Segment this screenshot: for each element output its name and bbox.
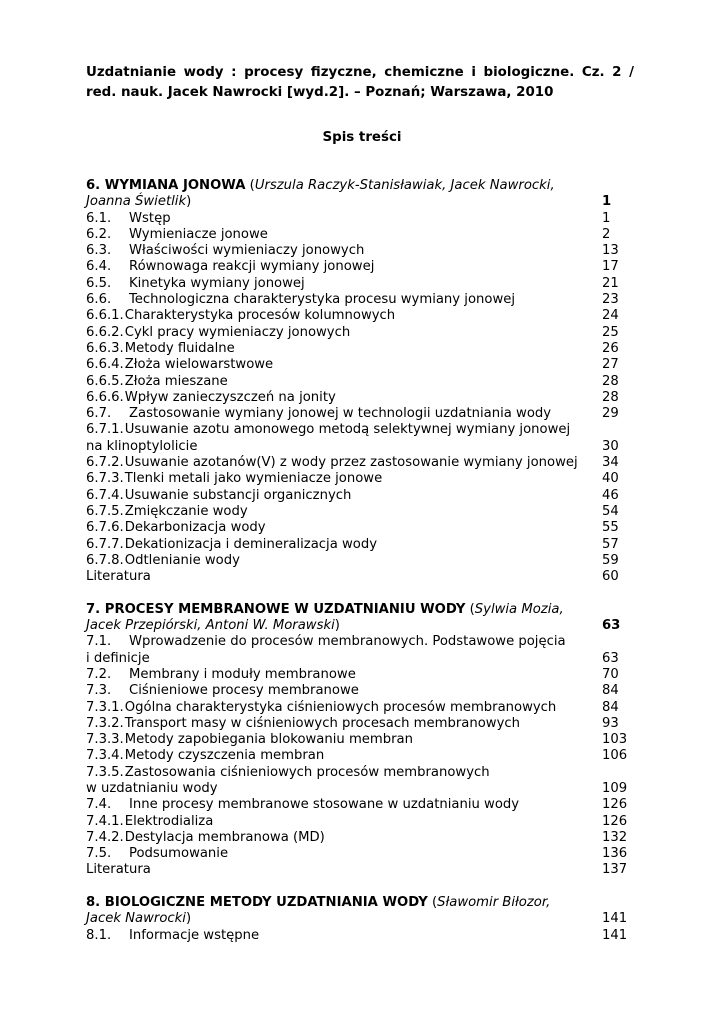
entry-label: Metody czyszczenia membran — [124, 748, 325, 764]
entry-label-continuation: na klinoptylolicie — [86, 438, 198, 454]
chapter-page: 63 — [602, 618, 621, 634]
toc-entry-continuation — [86, 439, 634, 455]
entry-number: 6.7.6. — [86, 520, 124, 536]
entry-number: 6.5. — [86, 275, 112, 291]
entry-label: Transport masy w ciśnieniowych procesach membranowych — [124, 715, 520, 731]
entry-page: 1 — [602, 210, 611, 226]
entry-number: 6.3. — [86, 243, 112, 259]
chapter-8-heading-cont: Jacek Nawrocki) 141 — [86, 911, 628, 927]
entry-number: 6.7.2. — [86, 455, 124, 471]
toc-entry — [86, 667, 634, 683]
entry-label-continuation: w uzdatnianiu wody — [86, 780, 218, 796]
entry-page: 26 — [602, 340, 619, 356]
entry-label: Usuwanie substancji organicznych — [124, 487, 352, 503]
toc-entry — [86, 748, 634, 764]
entry-label: Podsumowanie — [129, 846, 229, 862]
chapter-authors: Joanna Świetlik — [86, 194, 187, 210]
entry-page: 40 — [602, 471, 619, 487]
toc-entry — [86, 488, 634, 504]
chapter-8-heading: 8. BIOLOGICZNE METODY UZDATNIANIA WODY (Sławomir Biłozor, — [86, 895, 551, 911]
toc-entry — [86, 308, 634, 324]
entry-label: Dekationizacja i demineralizacja wody — [124, 536, 377, 552]
toc-entry — [86, 390, 634, 406]
entry-number: 7.3. — [86, 683, 112, 699]
toc-entry — [86, 504, 634, 520]
entry-page: 21 — [602, 275, 619, 291]
toc-entry — [86, 553, 634, 569]
toc-entry — [86, 765, 634, 781]
entry-label: Zastosowanie wymiany jonowej w technologii uzdatniania wody — [129, 406, 552, 422]
toc-entry — [86, 634, 634, 650]
toc-entry — [86, 422, 634, 438]
bib-line-2: red. nauk. Jacek Nawrocki [wyd.2]. – Poznań; Warszawa, 2010 — [86, 85, 554, 100]
entry-label: Zmiękczanie wody — [124, 503, 248, 519]
chapter-authors: Jacek Nawrocki — [86, 911, 186, 927]
entry-label: Informacje wstępne — [129, 927, 260, 943]
entry-label: Usuwanie azotanów(V) z wody przez zastosowanie wymiany jonowej — [124, 455, 578, 471]
toc-entry — [86, 716, 634, 732]
entry-label: Odtlenianie wody — [124, 552, 240, 568]
entry-label: Złoża mieszane — [124, 373, 228, 389]
toc-entry — [86, 830, 634, 846]
entry-number: 6.7.5. — [86, 503, 124, 519]
chapter-title: 7. PROCESY MEMBRANOWE W UZDATNIANIU WODY — [86, 601, 466, 617]
chapter-title: 6. WYMIANA JONOWA — [86, 178, 246, 193]
entry-label: Wprowadzenie do procesów membranowych. Podstawowe pojęcia — [129, 634, 566, 650]
toc-entry — [86, 455, 634, 471]
entry-label: Destylacja membranowa (MD) — [124, 829, 325, 845]
entry-label: Metody fluidalne — [124, 340, 235, 356]
entry-number: 6.6.1. — [86, 308, 124, 324]
bibliographic-header — [86, 63, 634, 103]
entry-label: Elektrodializa — [124, 813, 214, 829]
literature-page: 60 — [602, 569, 619, 585]
entry-page: 141 — [602, 927, 628, 943]
entry-label: Membrany i moduły membranowe — [129, 666, 356, 682]
toc-title: Spis treści — [322, 130, 402, 145]
toc-entry — [86, 276, 634, 292]
entry-page: 28 — [602, 389, 619, 405]
entry-number: 6.7.1. — [86, 422, 124, 438]
entry-number: 7.5. — [86, 846, 112, 862]
entry-page: 30 — [602, 438, 619, 454]
toc-entry — [86, 357, 634, 373]
entry-number: 6.1. — [86, 210, 112, 226]
entry-label: Kinetyka wymiany jonowej — [129, 275, 305, 291]
entry-number: 7.3.5. — [86, 764, 124, 780]
entry-number: 6.6.3. — [86, 340, 124, 356]
entry-label: Wstęp — [129, 210, 171, 226]
toc-entry — [86, 846, 634, 862]
entry-label: Zastosowania ciśnieniowych procesów membranowych — [124, 764, 490, 780]
entry-label: Wpływ zanieczyszczeń na jonity — [124, 389, 336, 405]
entry-number: 6.6.2. — [86, 324, 124, 340]
entry-label: Inne procesy membranowe stosowane w uzdatnianiu wody — [129, 797, 520, 813]
entry-page: 54 — [602, 503, 619, 519]
entry-page: 34 — [602, 455, 619, 471]
literature-page: 137 — [602, 862, 628, 878]
toc-entry — [86, 928, 634, 944]
entry-page: 27 — [602, 357, 619, 373]
entry-number: 6.7. — [86, 406, 112, 422]
toc-entry — [86, 700, 634, 716]
entry-label: Złoża wielowarstwowe — [124, 357, 274, 373]
entry-label: Właściwości wymieniaczy jonowych — [129, 243, 365, 259]
entry-number: 6.6.6. — [86, 389, 124, 405]
toc-entry — [86, 520, 634, 536]
entry-page: 84 — [602, 699, 619, 715]
toc-entry — [86, 374, 634, 390]
toc-entry — [86, 537, 634, 553]
entry-label: Równowaga reakcji wymiany jonowej — [129, 259, 375, 275]
chapter-authors: Urszula Raczyk-Stanisławiak, Jacek Nawrocki, — [254, 178, 555, 193]
entry-page: 17 — [602, 259, 619, 275]
entry-page: 132 — [602, 829, 628, 845]
chapter-authors: Sylwia Mozia, — [474, 601, 564, 617]
toc-entry — [86, 243, 634, 259]
entry-page: 106 — [602, 748, 628, 764]
entry-number: 7.3.1. — [86, 699, 124, 715]
entry-number: 6.7.7. — [86, 536, 124, 552]
entry-label: Dekarbonizacja wody — [124, 520, 266, 536]
toc-entry — [86, 406, 634, 422]
chapter-6-heading-cont: Joanna Świetlik) 1 — [86, 194, 612, 210]
entry-label: Metody zapobiegania blokowaniu membran — [124, 732, 414, 748]
toc-entry — [86, 797, 634, 813]
chapter-title: 8. BIOLOGICZNE METODY UZDATNIANIA WODY — [86, 895, 428, 911]
entry-number: 7.4. — [86, 797, 112, 813]
entry-number: 6.7.8. — [86, 552, 124, 568]
toc-entry — [86, 683, 634, 699]
entry-label: Ciśnieniowe procesy membranowe — [129, 683, 359, 699]
chapter-7-heading-cont: Jacek Przepiórski, Antoni W. Morawski) 63 — [86, 618, 621, 634]
entry-page: 103 — [602, 732, 628, 748]
entry-number: 6.2. — [86, 226, 112, 242]
entry-page: 46 — [602, 487, 619, 503]
entry-number: 8.1. — [86, 927, 112, 943]
entry-label: Ogólna charakterystyka ciśnieniowych procesów membranowych — [124, 699, 557, 715]
toc-entry — [86, 211, 634, 227]
entry-number: 7.4.1. — [86, 813, 124, 829]
entry-page: 70 — [602, 666, 619, 682]
bib-line-1: Uzdatnianie wody : procesy fizyczne, chemiczne i biologiczne. Cz. 2 / — [86, 65, 634, 80]
entry-number: 6.6.4. — [86, 357, 124, 373]
toc-entry-continuation — [86, 651, 634, 667]
entry-page: 23 — [602, 292, 619, 308]
literature-label: Literatura — [86, 569, 151, 585]
toc-entry — [86, 732, 634, 748]
toc-entry — [86, 341, 634, 357]
entry-label: Cykl pracy wymieniaczy jonowych — [124, 324, 351, 340]
toc-entry — [86, 292, 634, 308]
chapter-6-literature — [86, 569, 634, 585]
chapter-7-heading: 7. PROCESY MEMBRANOWE W UZDATNIANIU WODY (Sylwia Mozia, — [86, 601, 564, 617]
entry-page: 136 — [602, 846, 628, 862]
entry-number: 6.4. — [86, 259, 112, 275]
entry-page: 59 — [602, 552, 619, 568]
chapter-7-literature — [86, 862, 634, 878]
entry-page: 84 — [602, 683, 619, 699]
toc-entry — [86, 814, 634, 830]
entry-page: 55 — [602, 520, 619, 536]
entry-number: 6.6.5. — [86, 373, 124, 389]
toc-entry — [86, 227, 634, 243]
chapter-page: 141 — [602, 911, 628, 927]
entry-page: 2 — [602, 226, 611, 242]
entry-number: 7.1. — [86, 634, 112, 650]
table-of-contents — [86, 178, 634, 944]
chapter-8-items — [86, 928, 634, 944]
toc-entry — [86, 325, 634, 341]
toc-entry-continuation — [86, 781, 634, 797]
entry-label: Charakterystyka procesów kolumnowych — [124, 308, 396, 324]
entry-page: 109 — [602, 780, 628, 796]
entry-label: Technologiczna charakterystyka procesu wymiany jonowej — [129, 292, 516, 308]
entry-number: 7.3.2. — [86, 715, 124, 731]
entry-page: 29 — [602, 406, 619, 422]
entry-page: 63 — [602, 650, 619, 666]
entry-page: 57 — [602, 536, 619, 552]
entry-page: 24 — [602, 308, 619, 324]
chapter-authors: Sławomir Biłozor, — [437, 895, 551, 911]
entry-page: 28 — [602, 373, 619, 389]
entry-number: 6.7.3. — [86, 471, 124, 487]
chapter-authors: Jacek Przepiórski, Antoni W. Morawski — [86, 618, 335, 634]
toc-entry — [86, 259, 634, 275]
entry-number: 7.3.3. — [86, 732, 124, 748]
entry-label: Tlenki metali jako wymieniacze jonowe — [124, 471, 383, 487]
chapter-7-items — [86, 634, 634, 862]
literature-label: Literatura — [86, 862, 151, 878]
entry-label: Wymieniacze jonowe — [129, 226, 268, 242]
entry-number: 7.2. — [86, 666, 112, 682]
entry-number: 6.6. — [86, 292, 112, 308]
entry-page: 126 — [602, 797, 628, 813]
chapter-6-heading: 6. WYMIANA JONOWA (Urszula Raczyk-Stanisławiak, Jacek Nawrocki, — [86, 178, 555, 193]
toc-entry — [86, 471, 634, 487]
chapter-6-items — [86, 211, 634, 570]
entry-label-continuation: i definicje — [86, 650, 150, 666]
chapter-page: 1 — [602, 194, 612, 210]
entry-page: 126 — [602, 813, 628, 829]
entry-page: 25 — [602, 324, 619, 340]
entry-number: 7.4.2. — [86, 829, 124, 845]
entry-number: 6.7.4. — [86, 487, 124, 503]
entry-page: 93 — [602, 715, 619, 731]
entry-number: 7.3.4. — [86, 748, 124, 764]
entry-page: 13 — [602, 243, 619, 259]
entry-label: Usuwanie azotu amonowego metodą selektywnej wymiany jonowej — [124, 422, 571, 438]
